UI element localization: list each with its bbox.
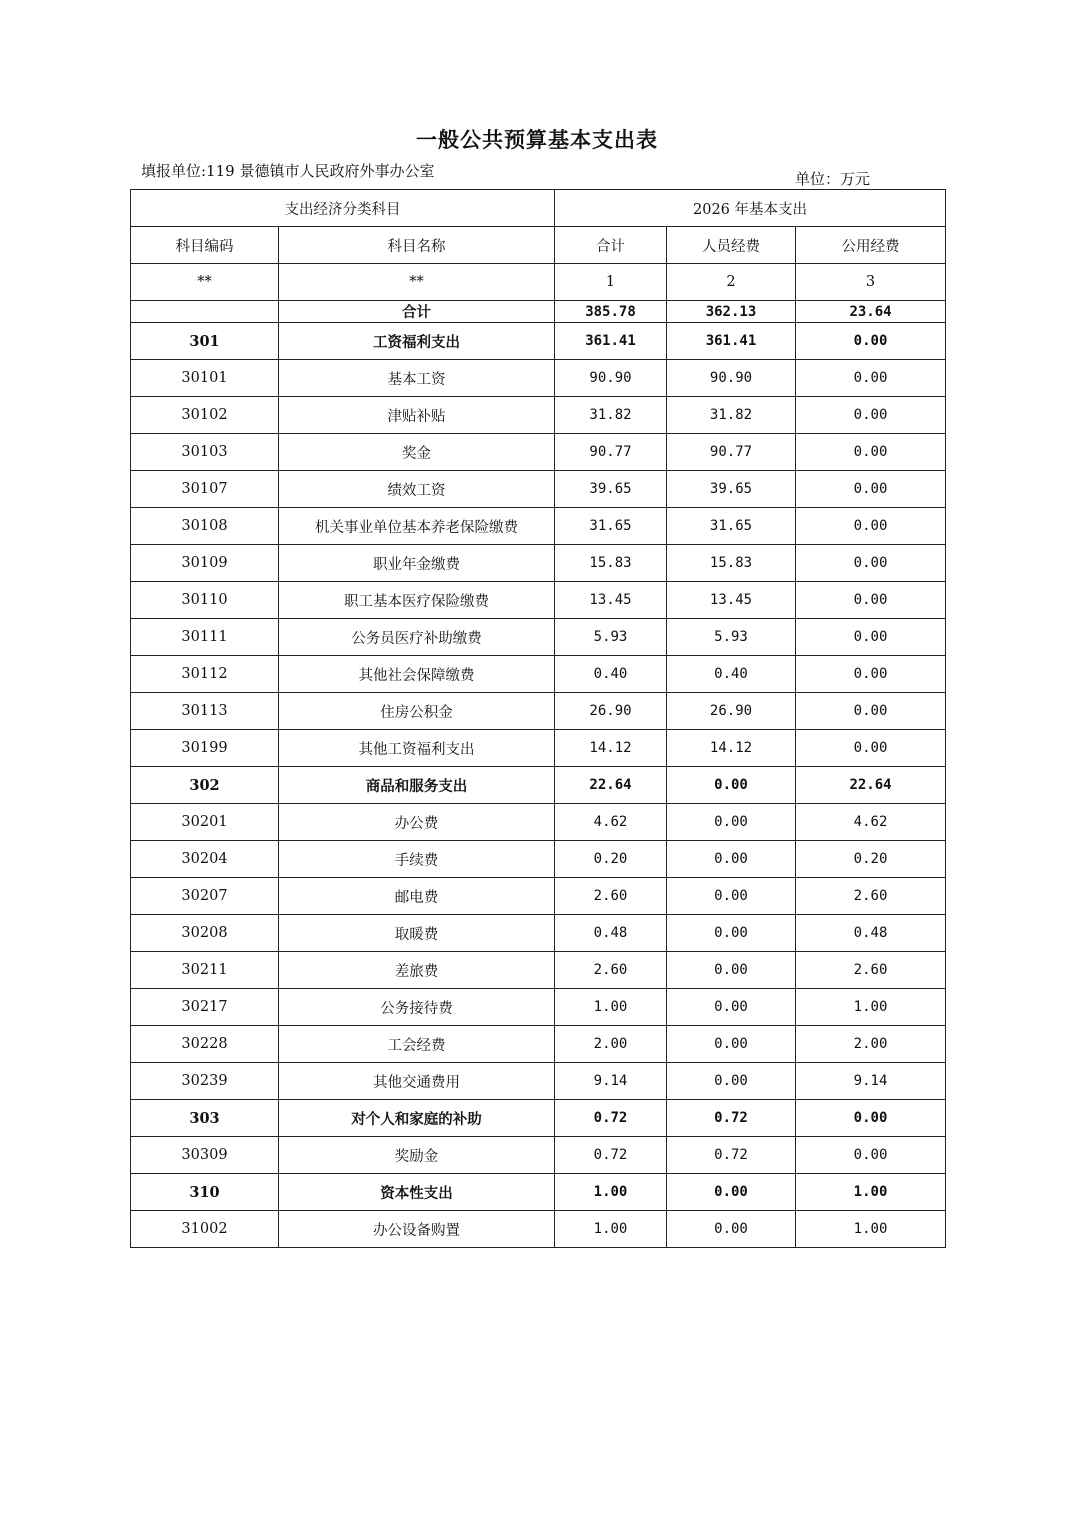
row-code: 30107 xyxy=(131,471,279,508)
row-public: 0.00 xyxy=(796,730,946,767)
row-personnel: 0.72 xyxy=(667,1100,796,1137)
row-public: 0.00 xyxy=(796,471,946,508)
row-name: 其他交通费用 xyxy=(279,1063,555,1100)
row-name: 办公设备购置 xyxy=(279,1211,555,1248)
currency-unit: 单位：万元 xyxy=(795,170,871,188)
row-total: 4.62 xyxy=(555,804,667,841)
row-personnel: 39.65 xyxy=(667,471,796,508)
row-total: 0.20 xyxy=(555,841,667,878)
row-name: 奖励金 xyxy=(279,1137,555,1174)
total-code xyxy=(131,301,279,323)
header-group-right: 2026 年基本支出 xyxy=(555,190,946,227)
page-title: 一般公共预算基本支出表 xyxy=(416,127,658,152)
row-name: 机关事业单位基本养老保险缴费 xyxy=(279,508,555,545)
row-public: 0.00 xyxy=(796,693,946,730)
row-personnel: 361.41 xyxy=(667,323,796,360)
index-code: ** xyxy=(131,264,279,301)
table-row xyxy=(131,915,946,952)
header-code: 科目编码 xyxy=(131,227,279,264)
row-public: 0.20 xyxy=(796,841,946,878)
row-total: 9.14 xyxy=(555,1063,667,1100)
header-total: 合计 xyxy=(555,227,667,264)
row-code: 301 xyxy=(131,323,279,360)
table-row xyxy=(131,693,946,730)
row-personnel: 0.00 xyxy=(667,841,796,878)
total-public: 23.64 xyxy=(796,301,946,323)
row-name: 对个人和家庭的补助 xyxy=(279,1100,555,1137)
row-total: 15.83 xyxy=(555,545,667,582)
row-total: 90.77 xyxy=(555,434,667,471)
table-row xyxy=(131,323,946,360)
row-total: 31.65 xyxy=(555,508,667,545)
row-code: 303 xyxy=(131,1100,279,1137)
table-row xyxy=(131,767,946,804)
table-row xyxy=(131,1026,946,1063)
row-code: 30204 xyxy=(131,841,279,878)
row-total: 5.93 xyxy=(555,619,667,656)
row-personnel: 0.00 xyxy=(667,1174,796,1211)
row-total: 39.65 xyxy=(555,471,667,508)
row-name: 工资福利支出 xyxy=(279,323,555,360)
row-name: 奖金 xyxy=(279,434,555,471)
row-personnel: 5.93 xyxy=(667,619,796,656)
row-code: 30207 xyxy=(131,878,279,915)
row-code: 30108 xyxy=(131,508,279,545)
row-personnel: 0.00 xyxy=(667,1063,796,1100)
row-personnel: 0.00 xyxy=(667,804,796,841)
row-public: 4.62 xyxy=(796,804,946,841)
table-row xyxy=(131,804,946,841)
table-row xyxy=(131,1174,946,1211)
row-code: 30201 xyxy=(131,804,279,841)
row-total: 22.64 xyxy=(555,767,667,804)
row-name: 津贴补贴 xyxy=(279,397,555,434)
row-personnel: 0.72 xyxy=(667,1137,796,1174)
row-personnel: 0.00 xyxy=(667,1211,796,1248)
row-code: 30211 xyxy=(131,952,279,989)
row-name: 工会经费 xyxy=(279,1026,555,1063)
row-personnel: 0.00 xyxy=(667,989,796,1026)
header-name: 科目名称 xyxy=(279,227,555,264)
index-public: 3 xyxy=(796,264,946,301)
table-row xyxy=(131,508,946,545)
table-row xyxy=(131,1211,946,1248)
index-total: 1 xyxy=(555,264,667,301)
table-row xyxy=(131,360,946,397)
row-code: 30109 xyxy=(131,545,279,582)
row-personnel: 26.90 xyxy=(667,693,796,730)
row-name: 职业年金缴费 xyxy=(279,545,555,582)
header-personnel: 人员经费 xyxy=(667,227,796,264)
row-code: 30113 xyxy=(131,693,279,730)
row-public: 0.00 xyxy=(796,360,946,397)
total-personnel: 362.13 xyxy=(667,301,796,323)
row-name: 基本工资 xyxy=(279,360,555,397)
table-row xyxy=(131,730,946,767)
row-name: 办公费 xyxy=(279,804,555,841)
table-row xyxy=(131,952,946,989)
row-code: 30199 xyxy=(131,730,279,767)
table-row xyxy=(131,841,946,878)
row-total: 2.60 xyxy=(555,952,667,989)
table-row xyxy=(131,878,946,915)
row-code: 310 xyxy=(131,1174,279,1211)
table-row xyxy=(131,434,946,471)
row-code: 30111 xyxy=(131,619,279,656)
row-name: 邮电费 xyxy=(279,878,555,915)
row-public: 2.00 xyxy=(796,1026,946,1063)
row-code: 30239 xyxy=(131,1063,279,1100)
row-personnel: 0.00 xyxy=(667,915,796,952)
header-group-left: 支出经济分类科目 xyxy=(131,190,555,227)
row-public: 2.60 xyxy=(796,952,946,989)
row-personnel: 0.00 xyxy=(667,952,796,989)
row-code: 30101 xyxy=(131,360,279,397)
row-name: 住房公积金 xyxy=(279,693,555,730)
row-name: 公务接待费 xyxy=(279,989,555,1026)
row-total: 90.90 xyxy=(555,360,667,397)
total-row xyxy=(131,301,946,323)
row-name: 绩效工资 xyxy=(279,471,555,508)
row-total: 1.00 xyxy=(555,989,667,1026)
table-row xyxy=(131,397,946,434)
row-public: 0.00 xyxy=(796,434,946,471)
row-public: 22.64 xyxy=(796,767,946,804)
filing-unit: 填报单位:119 景德镇市人民政府外事办公室 xyxy=(141,162,435,180)
row-name: 差旅费 xyxy=(279,952,555,989)
table-row xyxy=(131,1063,946,1100)
row-public: 0.00 xyxy=(796,508,946,545)
row-code: 30102 xyxy=(131,397,279,434)
row-personnel: 0.40 xyxy=(667,656,796,693)
table-row xyxy=(131,619,946,656)
table-row xyxy=(131,471,946,508)
row-public: 0.00 xyxy=(796,397,946,434)
table-row xyxy=(131,1137,946,1174)
row-name: 取暖费 xyxy=(279,915,555,952)
row-code: 30309 xyxy=(131,1137,279,1174)
row-personnel: 90.90 xyxy=(667,360,796,397)
row-personnel: 13.45 xyxy=(667,582,796,619)
index-name: ** xyxy=(279,264,555,301)
row-public: 9.14 xyxy=(796,1063,946,1100)
row-public: 0.00 xyxy=(796,323,946,360)
row-total: 0.40 xyxy=(555,656,667,693)
header-index-row xyxy=(131,264,946,301)
row-total: 2.00 xyxy=(555,1026,667,1063)
header-public: 公用经费 xyxy=(796,227,946,264)
row-total: 361.41 xyxy=(555,323,667,360)
index-personnel: 2 xyxy=(667,264,796,301)
row-code: 30110 xyxy=(131,582,279,619)
table-row xyxy=(131,1100,946,1137)
row-public: 0.00 xyxy=(796,619,946,656)
row-public: 1.00 xyxy=(796,989,946,1026)
row-public: 2.60 xyxy=(796,878,946,915)
table-row xyxy=(131,656,946,693)
row-public: 0.00 xyxy=(796,1137,946,1174)
row-personnel: 0.00 xyxy=(667,767,796,804)
row-code: 30208 xyxy=(131,915,279,952)
row-total: 0.72 xyxy=(555,1100,667,1137)
row-code: 30112 xyxy=(131,656,279,693)
row-name: 其他社会保障缴费 xyxy=(279,656,555,693)
row-personnel: 0.00 xyxy=(667,1026,796,1063)
row-total: 2.60 xyxy=(555,878,667,915)
row-total: 0.72 xyxy=(555,1137,667,1174)
row-public: 1.00 xyxy=(796,1211,946,1248)
row-public: 0.48 xyxy=(796,915,946,952)
row-public: 0.00 xyxy=(796,656,946,693)
row-name: 职工基本医疗保险缴费 xyxy=(279,582,555,619)
row-personnel: 90.77 xyxy=(667,434,796,471)
row-personnel: 0.00 xyxy=(667,878,796,915)
row-code: 302 xyxy=(131,767,279,804)
row-personnel: 31.82 xyxy=(667,397,796,434)
header-group-row xyxy=(131,190,946,227)
total-sum: 385.78 xyxy=(555,301,667,323)
header-column-row xyxy=(131,227,946,264)
row-public: 0.00 xyxy=(796,582,946,619)
row-total: 0.48 xyxy=(555,915,667,952)
row-public: 0.00 xyxy=(796,1100,946,1137)
budget-table xyxy=(130,189,946,1248)
row-total: 26.90 xyxy=(555,693,667,730)
table-row xyxy=(131,989,946,1026)
row-personnel: 14.12 xyxy=(667,730,796,767)
total-label: 合计 xyxy=(279,301,555,323)
row-name: 商品和服务支出 xyxy=(279,767,555,804)
row-total: 14.12 xyxy=(555,730,667,767)
row-total: 31.82 xyxy=(555,397,667,434)
table-row xyxy=(131,545,946,582)
row-code: 30103 xyxy=(131,434,279,471)
row-personnel: 31.65 xyxy=(667,508,796,545)
row-code: 31002 xyxy=(131,1211,279,1248)
row-public: 1.00 xyxy=(796,1174,946,1211)
row-total: 1.00 xyxy=(555,1174,667,1211)
row-name: 公务员医疗补助缴费 xyxy=(279,619,555,656)
row-public: 0.00 xyxy=(796,545,946,582)
row-total: 13.45 xyxy=(555,582,667,619)
row-name: 资本性支出 xyxy=(279,1174,555,1211)
row-name: 其他工资福利支出 xyxy=(279,730,555,767)
row-code: 30228 xyxy=(131,1026,279,1063)
row-code: 30217 xyxy=(131,989,279,1026)
row-total: 1.00 xyxy=(555,1211,667,1248)
row-name: 手续费 xyxy=(279,841,555,878)
row-personnel: 15.83 xyxy=(667,545,796,582)
table-row xyxy=(131,582,946,619)
